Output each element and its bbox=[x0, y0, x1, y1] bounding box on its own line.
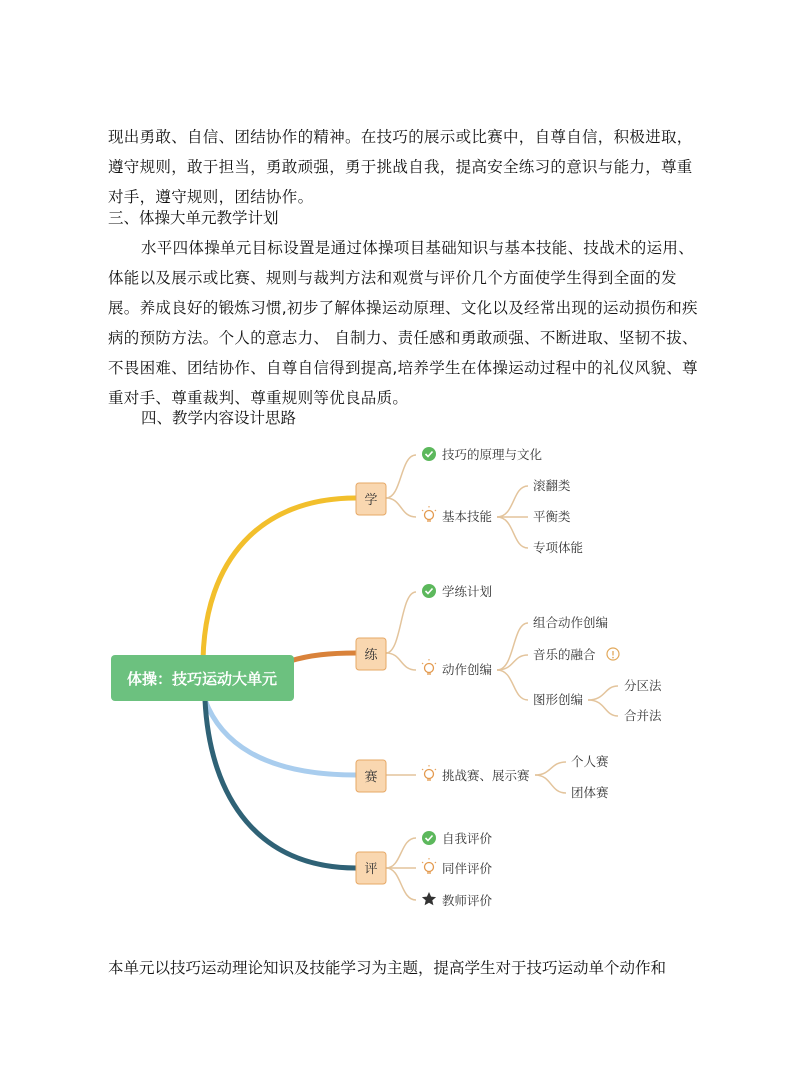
lian-sub-combination: 组合动作创编 bbox=[533, 615, 609, 630]
paragraph-intro: 现出勇敢、自信、团结协作的精神。在技巧的展示或比赛中，自尊自信，积极进取，遵守规则，敢于担当，勇敢顽强，勇于挑战自我，提高安全练习的意识与能力，尊重对手，遵守规则，团结协作。 bbox=[108, 128, 693, 206]
node-lian-label: 练 bbox=[364, 648, 378, 663]
lian-sub-music: 音乐的融合 bbox=[533, 647, 596, 662]
ping-item-peer: 同伴评价 bbox=[442, 861, 493, 876]
node-xue-label: 学 bbox=[364, 493, 378, 508]
paragraph-conclusion: 本单元以技巧运动理论知识及技能学习为主题，提高学生对于技巧运动单个动作和 bbox=[108, 959, 667, 977]
heading-section-3: 三、体操大单元教学计划 bbox=[108, 209, 279, 227]
node-sai bbox=[356, 760, 386, 792]
lightbulb-icon bbox=[422, 858, 436, 873]
check-circle-icon bbox=[422, 584, 436, 598]
lian-item-plan: 学练计划 bbox=[442, 584, 493, 599]
sai-sub-team: 团体赛 bbox=[571, 785, 609, 800]
heading-section-4: 四、教学内容设计思路 bbox=[141, 409, 297, 427]
branch-sai-line bbox=[205, 700, 356, 775]
sai-item-challenge: 挑战赛、展示赛 bbox=[442, 768, 530, 783]
paragraph-unit-plan: 水平四体操单元目标设置是通过体操项目基础知识与基本技能、技战术的运用、体能以及展示或比赛、规则与裁判方法和观赏与评价几个方面使学生得到全面的发展。养成良好的锻炼习惯,初步了解体操运动原理、文化以及经常出现的运动损伤和疾病的预防方法。个人的意志力、 自制力、责任感和勇敢顽强、不断进取、坚韧不拔、不畏困难、团结协作、自尊自信得到提高,培养学生在体操运动过程中的礼仪风貌、尊重对手、尊重裁判、尊重规则等优良品质。 bbox=[108, 239, 698, 407]
node-lian bbox=[356, 638, 386, 670]
root-label: 体操：技巧运动大单元 bbox=[126, 670, 278, 688]
node-xue bbox=[356, 483, 386, 515]
check-circle-icon bbox=[422, 831, 436, 845]
node-ping-label: 评 bbox=[364, 862, 378, 877]
lian-item-choreography: 动作创编 bbox=[442, 662, 493, 677]
xue-sub-roll: 滚翻类 bbox=[533, 478, 571, 493]
lightbulb-icon bbox=[422, 659, 436, 674]
node-sai-label: 赛 bbox=[364, 770, 378, 785]
lian-subsub-merge: 合并法 bbox=[624, 708, 662, 723]
branch-ping-line bbox=[205, 700, 356, 868]
info-icon bbox=[607, 648, 619, 660]
branch-xue-line bbox=[203, 498, 356, 660]
sai-sub-individual: 个人赛 bbox=[571, 754, 609, 769]
ping-item-self: 自我评价 bbox=[442, 831, 493, 846]
xue-sub-fitness: 专项体能 bbox=[533, 540, 584, 555]
xue-sub-balance: 平衡类 bbox=[533, 509, 571, 524]
branch-lian-line bbox=[290, 653, 356, 661]
xue-item-principle: 技巧的原理与文化 bbox=[442, 447, 543, 462]
check-circle-icon bbox=[422, 447, 436, 461]
ping-item-teacher: 教师评价 bbox=[442, 893, 493, 908]
node-ping bbox=[356, 852, 386, 884]
lian-subsub-zone: 分区法 bbox=[624, 678, 662, 693]
lian-sub-formation: 图形创编 bbox=[533, 692, 584, 707]
lightbulb-icon bbox=[422, 765, 436, 780]
star-icon bbox=[422, 892, 436, 905]
lightbulb-icon bbox=[422, 506, 436, 521]
xue-item-basic-skills: 基本技能 bbox=[442, 509, 493, 524]
